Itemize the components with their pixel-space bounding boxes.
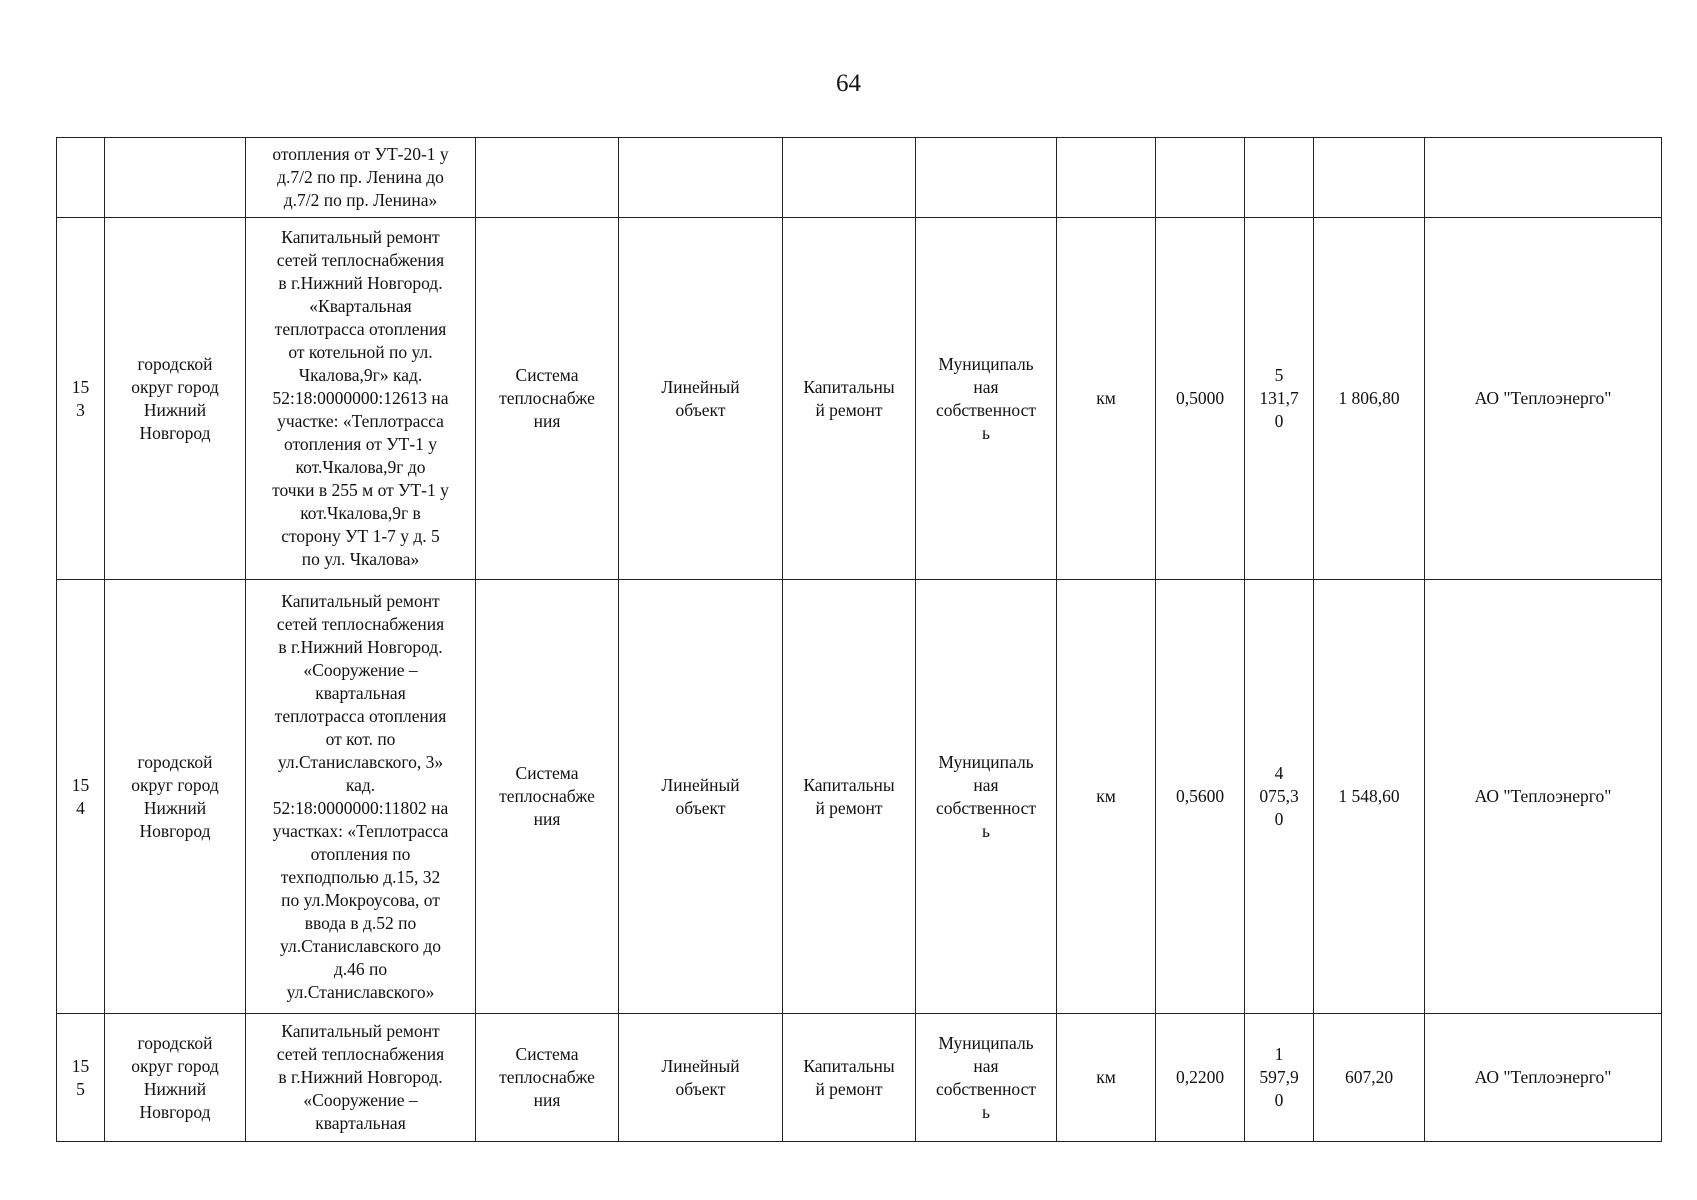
cell-unit: км <box>1057 580 1156 1014</box>
cell-cost: 4 075,3 0 <box>1245 580 1314 1014</box>
cell-territory <box>105 138 246 218</box>
cell-description: отопления от УТ-20-1 у д.7/2 по пр. Ленина до д.7/2 по пр. Ленина» <box>246 138 476 218</box>
table-row <box>57 138 1662 218</box>
table-row <box>57 1014 1662 1142</box>
cell-quantity: 0,2200 <box>1156 1014 1245 1142</box>
cell-quantity: 0,5000 <box>1156 218 1245 580</box>
cell-number: 15 3 <box>57 218 105 580</box>
cell-number <box>57 138 105 218</box>
cell-territory: городской округ город Нижний Новгород <box>105 218 246 580</box>
cell-cost2 <box>1314 138 1425 218</box>
cell-object-type: Линейный объект <box>619 580 783 1014</box>
cell-system: Система теплоснабже ния <box>476 580 619 1014</box>
cell-cost2: 1 548,60 <box>1314 580 1425 1014</box>
cell-cost: 5 131,7 0 <box>1245 218 1314 580</box>
page-number: 64 <box>836 70 861 97</box>
cell-number: 15 4 <box>57 580 105 1014</box>
cell-number: 15 5 <box>57 1014 105 1142</box>
works-table <box>56 137 1662 1142</box>
cell-work-type: Капитальны й ремонт <box>783 218 916 580</box>
cell-territory: городской округ город Нижний Новгород <box>105 1014 246 1142</box>
cell-description: Капитальный ремонт сетей теплоснабжения в г.Нижний Новгород. «Сооружение – квартальная теплотрасса отопления от кот. по ул.Станиславского, 3» кад. 52:18:0000000:11802 на участках: «Теплотрасса отопления по техподполью д.15, 32 по ул.Мокроусова, от ввода в д.52 по ул.Станиславского до д.46 по ул.Станиславского» <box>246 580 476 1014</box>
cell-quantity: 0,5600 <box>1156 580 1245 1014</box>
cell-work-type <box>783 138 916 218</box>
cell-ownership: Муниципаль ная собственност ь <box>916 218 1057 580</box>
cell-cost: 1 597,9 0 <box>1245 1014 1314 1142</box>
cell-executor <box>1425 138 1662 218</box>
cell-unit: км <box>1057 218 1156 580</box>
cell-ownership: Муниципаль ная собственност ь <box>916 580 1057 1014</box>
cell-ownership <box>916 138 1057 218</box>
cell-description: Капитальный ремонт сетей теплоснабжения в г.Нижний Новгород. «Сооружение – квартальная <box>246 1014 476 1142</box>
cell-work-type: Капитальны й ремонт <box>783 580 916 1014</box>
cell-executor: АО "Теплоэнерго" <box>1425 1014 1662 1142</box>
cell-object-type: Линейный объект <box>619 1014 783 1142</box>
table-row <box>57 218 1662 580</box>
cell-system <box>476 138 619 218</box>
cell-ownership: Муниципаль ная собственност ь <box>916 1014 1057 1142</box>
cell-territory: городской округ город Нижний Новгород <box>105 580 246 1014</box>
cell-cost2: 1 806,80 <box>1314 218 1425 580</box>
cell-system: Система теплоснабже ния <box>476 218 619 580</box>
cell-executor: АО "Теплоэнерго" <box>1425 580 1662 1014</box>
cell-object-type: Линейный объект <box>619 218 783 580</box>
cell-work-type: Капитальны й ремонт <box>783 1014 916 1142</box>
cell-description: Капитальный ремонт сетей теплоснабжения в г.Нижний Новгород. «Квартальная теплотрасса отопления от котельной по ул. Чкалова,9г» кад. 52:18:0000000:12613 на участке: «Теплотрасса отопления от УТ-1 у кот.Чкалова,9г до точки в 255 м от УТ-1 у кот.Чкалова,9г в сторону УТ 1-7 у д. 5 по ул. Чкалова» <box>246 218 476 580</box>
cell-cost2: 607,20 <box>1314 1014 1425 1142</box>
table-body <box>57 138 1662 1142</box>
cell-object-type <box>619 138 783 218</box>
cell-system: Система теплоснабже ния <box>476 1014 619 1142</box>
cell-executor: АО "Теплоэнерго" <box>1425 218 1662 580</box>
table-row <box>57 580 1662 1014</box>
cell-cost <box>1245 138 1314 218</box>
cell-unit: км <box>1057 1014 1156 1142</box>
cell-unit <box>1057 138 1156 218</box>
cell-quantity <box>1156 138 1245 218</box>
